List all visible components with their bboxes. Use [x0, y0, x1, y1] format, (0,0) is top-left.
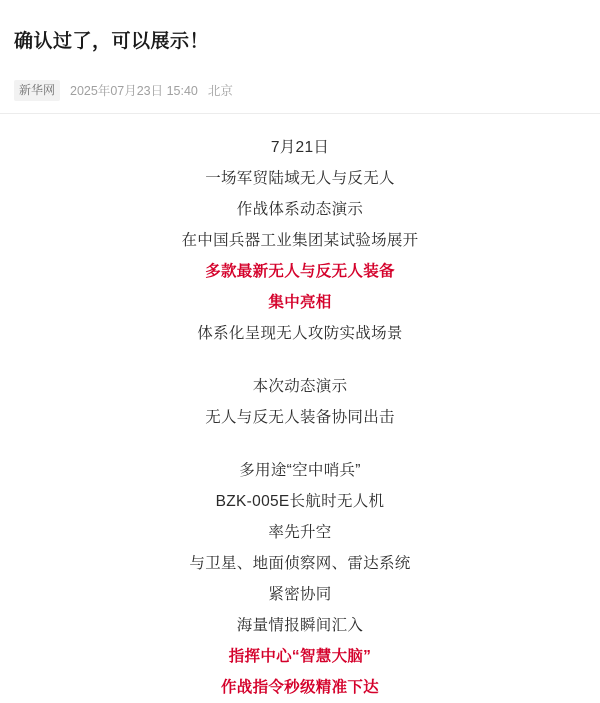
article-paragraph: 体系化呈现无人攻防实战场景 [197, 324, 403, 342]
paragraph-spacer [20, 349, 580, 371]
article-paragraph: 作战指令秒级精准下达 [220, 678, 379, 696]
article-paragraph: 指挥中心“智慧大脑” [228, 647, 372, 665]
paragraph-spacer [20, 433, 580, 455]
page-title: 确认过了，可以展示！ [14, 30, 210, 52]
article-paragraph: 集中亮相 [268, 293, 332, 311]
article-paragraph: 在中国兵器工业集团某试验场展开 [181, 231, 419, 249]
article-paragraph: 与卫星、地面侦察网、雷达系统 [189, 554, 411, 572]
article-paragraph: 无人与反无人装备协同出击 [205, 408, 395, 426]
article-paragraph: 多款最新无人与反无人装备 [205, 262, 395, 280]
article-paragraph: 多用途“空中哨兵” [239, 461, 361, 479]
article-paragraph: 紧密协同 [268, 585, 332, 603]
article-page [0, 13, 600, 696]
publish-datetime: 2025年07月23日 15:40 [70, 84, 198, 99]
article-paragraph: 作战体系动态演示 [236, 200, 364, 218]
source-badge: 新华网 [14, 80, 60, 101]
article-paragraph: BZK-005E长航时无人机 [215, 492, 385, 510]
article-paragraph: 7月21日 [270, 138, 330, 156]
article-meta [0, 68, 600, 101]
article-paragraph: 一场军贸陆域无人与反无人 [205, 169, 395, 187]
article-paragraph: 率先升空 [268, 523, 332, 541]
article-paragraph: 本次动态演示 [252, 377, 348, 395]
article-paragraph: 海量情报瞬间汇入 [236, 616, 364, 634]
publish-location: 北京 [207, 84, 233, 99]
article-body [0, 114, 600, 703]
